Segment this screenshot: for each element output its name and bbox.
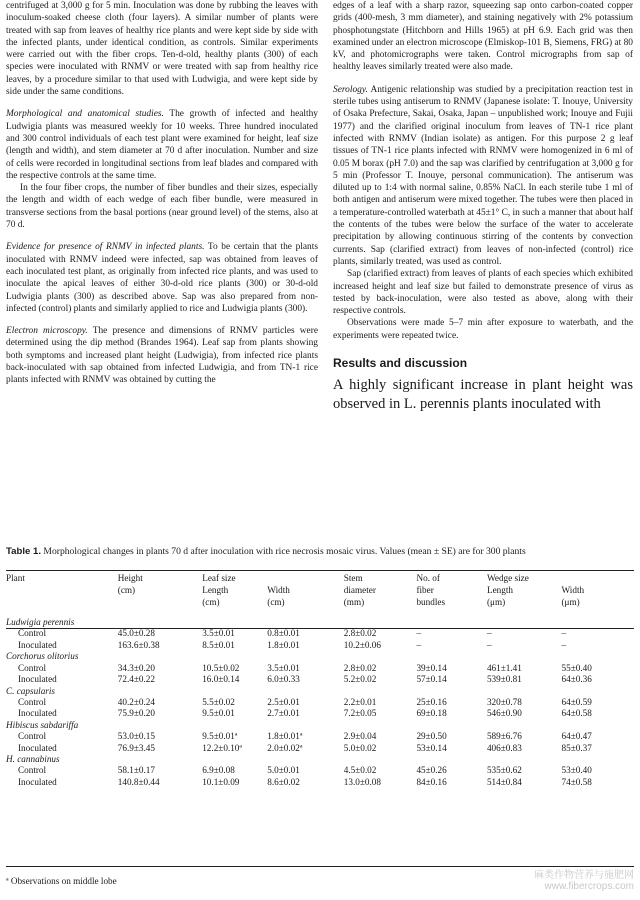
table-row — [6, 663, 634, 675]
paragraph-sap: Sap (clarified extract) from leaves of plants of each species which exhibited increased height and leaf size but failed to demonstrate presence of virus as tested by back-inoculation, were also tested as above, along with their respective controls. — [333, 269, 633, 317]
cell-height: 40.2±0.24 — [117, 696, 155, 707]
cell-leaf-length: 3.5±0.01 — [202, 628, 235, 639]
table-row — [6, 765, 634, 777]
watermark-line-2: www.fibercrops.com — [544, 881, 634, 892]
paragraph-serology — [333, 84, 633, 268]
col-header-height-unit: (cm) — [117, 585, 136, 595]
col-header-wedge-width-unit: (μm) — [561, 597, 580, 607]
section-heading-serology: Serology. — [333, 84, 368, 95]
cell-stem: 4.5±0.02 — [343, 765, 377, 776]
cell-fiber: 53±0.14 — [416, 742, 447, 753]
cell-wedge-width: 53±0.40 — [561, 765, 592, 776]
paragraph-observations: Observations were made 5–7 min after exposure to waterbath, and the experiments were repeated twice. — [333, 318, 633, 341]
table-footnote: ª Observations on middle lobe — [6, 876, 117, 886]
col-header-stem: Stem — [343, 573, 363, 583]
cell-leaf-length: 9.5±0.01ª — [202, 731, 238, 742]
table-bottom-rule — [6, 866, 634, 867]
cell-fiber: – — [416, 639, 422, 650]
cell-wedge-length: – — [486, 628, 492, 639]
site-watermark — [534, 870, 634, 892]
cell-stem: 5.0±0.02 — [343, 742, 377, 753]
cell-wedge-length: 461±1.41 — [486, 662, 522, 673]
row-label: Control — [18, 628, 47, 639]
table-group-row — [6, 651, 634, 662]
cell-stem: 13.0±0.08 — [343, 776, 381, 787]
cell-leaf-length: 8.5±0.01 — [202, 639, 235, 650]
row-label: Inoculated — [18, 674, 57, 685]
row-label: Inoculated — [18, 742, 57, 753]
electron-microscopy-text: The presence and dimensions of RNMV particles were determined using the dip method (Brandes 1964). Leaf sap from plants showing both symptoms and increased plant height (Ludwigia), from infected rice plants back-inoculated with sap obtained from infected Ludwigia, and from TN-1 rice plants infected with RNMV was obtained by cutting the — [6, 326, 318, 386]
cell-height: 72.4±0.22 — [117, 674, 155, 685]
table-header-row-2 — [6, 585, 634, 597]
morphology-table — [6, 573, 634, 788]
paragraph-morphology — [6, 108, 318, 182]
row-label: Control — [18, 765, 47, 776]
col-header-leaf-width: Width — [267, 585, 290, 595]
cell-leaf-length: 10.1±0.09 — [202, 776, 240, 787]
cell-fiber: 39±0.14 — [416, 662, 447, 673]
cell-wedge-width: 64±0.59 — [561, 696, 592, 707]
table-caption — [6, 546, 636, 558]
cell-fiber: 25±0.16 — [416, 696, 447, 707]
table-group-row — [6, 754, 634, 765]
cell-wedge-length: 539±0.81 — [486, 674, 522, 685]
cell-wedge-width: 85±0.37 — [561, 742, 592, 753]
table-group-row — [6, 617, 634, 628]
cell-wedge-length: 546±0.90 — [486, 708, 522, 719]
cell-wedge-width: 74±0.58 — [561, 776, 592, 787]
watermark-line-1: 麻类作物营养与施肥网 — [534, 870, 634, 881]
col-header-fiber-3: bundles — [416, 597, 446, 607]
table-group-row — [6, 720, 634, 731]
cell-wedge-width: – — [561, 639, 567, 650]
col-header-height: Height — [117, 573, 143, 583]
cell-height: 34.3±0.20 — [117, 662, 155, 673]
cell-stem: 10.2±0.06 — [343, 639, 381, 650]
col-header-wedge-length: Length — [486, 585, 513, 595]
species-name: C. capsularis — [6, 685, 56, 696]
cell-height: 75.9±0.20 — [117, 708, 155, 719]
cell-leaf-width: 0.8±0.01 — [267, 628, 300, 639]
row-label: Control — [18, 696, 47, 707]
col-header-wedge-width: Width — [561, 585, 585, 595]
table-label: Table 1. — [6, 546, 42, 557]
col-header-stem-diameter: diameter — [343, 585, 376, 595]
cell-height: 163.6±0.38 — [117, 639, 160, 650]
paragraph-fiber-crops: In the four fiber crops, the number of fiber bundles and their sizes, especially the length and width of each wedge of each fiber bundle, were measured in transverse sections from the basal portions (near ground level) of the stems, also at 70 d. — [6, 183, 318, 231]
table-header-row-3 — [6, 597, 634, 609]
table-row — [6, 743, 634, 755]
col-header-leaf-length-unit: (cm) — [202, 597, 220, 607]
cell-stem: 7.2±0.05 — [343, 708, 377, 719]
cell-height: 58.1±0.17 — [117, 765, 155, 776]
row-label: Inoculated — [18, 639, 57, 650]
cell-wedge-width: 64±0.36 — [561, 674, 592, 685]
cell-fiber: 84±0.16 — [416, 776, 447, 787]
col-header-fiber: No. of — [416, 573, 440, 583]
serology-text: Antigenic relationship was studied by a precipitation reaction test in sterile tubes using antiserum to RNMV (Japanese isolate: T. Inouye, University of Osaka Prefecture, Sakai, Osaka, Japan – unpublished work; Inouye and Fujii 1977) and the clarified original inoculum from leaves of TN-1 rice plant infected with RNMV (Indian isolate) as antigen. For this purpose 2 g leaf tissues of TN-1 rice plants infected with RNMV were homogenized in 6 ml of 0.05 M borax (pH 7.0) and the sap was clarified by centrifugation at 3,000 g for 5 min (Professor T. Inouye, personal communication). The antiserum was diluted up to 1:4 with normal saline, 0.85% NaCl. In each sterile tube 1 ml of both antigen and antiserum were mixed together. The tubes were then placed in a temperature-controlled waterbath at 45±1° C, in such a manner that about half the contents of the tubes were below the surface of the water to accelerate precipitation by allowing continuous stirring of the contents by convection currents. Sap (clarified extract) from leaves of non-infected (control) rice plants, similarly treated, was used as control. — [333, 84, 633, 267]
col-header-wedge: Wedge size — [486, 573, 529, 583]
col-header-fiber-2: fiber — [416, 585, 434, 595]
cell-leaf-length: 9.5±0.01 — [202, 708, 235, 719]
col-header-leaf-size: Leaf size — [202, 573, 236, 583]
col-header-plant: Plant — [6, 573, 25, 583]
cell-height: 53.0±0.15 — [117, 731, 155, 742]
col-header-leaf-width-unit: (cm) — [267, 597, 285, 607]
table-caption-text: Morphological changes in plants 70 d after inoculation with rice necrosis mosaic virus. Values (mean ± SE) are for 300 plants — [43, 546, 526, 557]
section-heading-evidence: Evidence for presence of RNMV in infected plants. — [6, 242, 205, 253]
species-name: Hibiscus sabdariffa — [6, 719, 79, 730]
cell-wedge-length: 514±0.84 — [486, 776, 522, 787]
species-name: Corchorus olitorius — [6, 651, 79, 662]
row-label: Control — [18, 662, 47, 673]
cell-fiber: 45±0.26 — [416, 765, 447, 776]
cell-leaf-width: 8.6±0.02 — [267, 776, 300, 787]
cell-wedge-width: 64±0.58 — [561, 708, 592, 719]
cell-leaf-width: 5.0±0.01 — [267, 765, 300, 776]
cell-height: 140.8±0.44 — [117, 776, 160, 787]
species-name: Ludwigia perennis — [6, 617, 75, 627]
col-header-leaf-length: Length — [202, 585, 229, 595]
cell-wedge-width: 64±0.47 — [561, 731, 592, 742]
row-label: Control — [18, 731, 47, 742]
table-header-row — [6, 573, 634, 585]
table-top-rule — [6, 570, 634, 571]
section-heading-electron-microscopy: Electron microscopy. — [6, 326, 88, 337]
right-column — [333, 0, 633, 413]
cell-stem: 2.2±0.01 — [343, 696, 377, 707]
results-text: A highly significant increase in plant height was observed in L. perennis plants inoculated with — [333, 377, 633, 412]
cell-wedge-length: 320±0.78 — [486, 696, 522, 707]
table-row — [6, 640, 634, 652]
cell-leaf-length: 16.0±0.14 — [202, 674, 240, 685]
cell-leaf-width: 2.7±0.01 — [267, 708, 300, 719]
cell-leaf-length: 5.5±0.02 — [202, 696, 235, 707]
cell-wedge-length: – — [486, 639, 492, 650]
cell-leaf-width: 1.8±0.01ª — [267, 731, 303, 742]
cell-wedge-length: 535±0.62 — [486, 765, 522, 776]
cell-leaf-width: 2.0±0.02ª — [267, 742, 303, 753]
cell-leaf-length: 6.9±0.08 — [202, 765, 235, 776]
cell-leaf-width: 2.5±0.01 — [267, 696, 300, 707]
cell-height: 76.9±3.45 — [117, 742, 155, 753]
table-row — [6, 674, 634, 686]
cell-wedge-width: 55±0.40 — [561, 662, 592, 673]
cell-height: 45.0±0.28 — [117, 628, 155, 639]
table-row — [6, 697, 634, 709]
table-group-row — [6, 686, 634, 697]
table-row — [6, 708, 634, 720]
paragraph-electron-microscopy — [6, 325, 318, 386]
table-row — [6, 628, 634, 640]
cell-wedge-length: 406±0.83 — [486, 742, 522, 753]
morphology-text: The growth of infected and healthy Ludwigia plants was measured weekly for 10 weeks. Three hundred inoculated and 300 control individuals of each test plant were examined for height, leaf size (length and width), and stem diameter at 70 d after inoculation. Number and size of cells were recorded in longitudinal sections from leaf blades and compared with the respective controls at the same time. — [6, 109, 318, 181]
section-heading-morphology: Morphological and anatomical studies. — [6, 109, 164, 120]
col-header-wedge-length-unit: (μm) — [486, 597, 506, 607]
cell-stem: 2.8±0.02 — [343, 628, 377, 639]
row-label: Inoculated — [18, 708, 57, 719]
row-label: Inoculated — [18, 776, 57, 787]
paragraph-grids: edges of a leaf with a sharp razor, squeezing sap onto carbon-coated copper grids (400-mesh, 3 mm diameter), and staining negatively with 2% potassium phosphotungstate (Hitchborn and Hills 1965) at pH 6.9. Each grid was then examined under an electron microscope (Elmiskop-101 B, Siemens, FRG) at 80 kV, and photomicrographs were taken. Control micrographs from sap of healthy leaves similarly treated were also made. — [333, 1, 633, 73]
cell-fiber: – — [416, 628, 422, 639]
cell-leaf-length: 10.5±0.02 — [202, 662, 240, 673]
cell-leaf-width: 1.8±0.01 — [267, 639, 300, 650]
table-row — [6, 777, 634, 789]
cell-fiber: 57±0.14 — [416, 674, 447, 685]
cell-fiber: 69±0.18 — [416, 708, 447, 719]
results-heading: Results and discussion — [333, 356, 468, 371]
cell-wedge-length: 589±6.76 — [486, 731, 522, 742]
left-column — [6, 0, 318, 387]
cell-stem: 5.2±0.02 — [343, 674, 377, 685]
col-header-stem-unit: (mm) — [343, 597, 365, 607]
paragraph-evidence — [6, 241, 318, 315]
species-name: H. cannabinus — [6, 754, 60, 765]
table-row — [6, 731, 634, 743]
evidence-text: To be certain that the plants inoculated with RNMV indeed were infected, sap was obtained from leaves of each inoculated test plant, as originally from infected rice plants, and was used to inoculate the apical leaves of either 30-d-old rice plants (300) or 30-d-old Ludwigia plants (300) as described above. Sap was also prepared from non-infected (control) plants and similarly applied to rice and Ludwigia plants (300). — [6, 242, 318, 314]
cell-fiber: 29±0.50 — [416, 731, 447, 742]
cell-leaf-length: 12.2±0.10ª — [202, 742, 242, 753]
paragraph-inoculation: centrifuged at 3,000 g for 5 min. Inoculation was done by rubbing the leaves with inoculum-soaked cheese cloth (four layers). A similar number of plants were treated with sap from leaves of healthy rice plants and were kept side by side with the infected plants, under identical condition, as controls. Similar experiments were carried out with the fiber crops. Ten-d-old, healthy plants (300) of each species were inoculated with RNMV or were treated with sap from healthy rice leaves, by a procedure similar to that used with Ludwigia, and were kept side by side under the same conditions. — [6, 1, 318, 98]
cell-leaf-width: 3.5±0.01 — [267, 662, 300, 673]
cell-leaf-width: 6.0±0.33 — [267, 674, 300, 685]
cell-wedge-width: – — [561, 628, 567, 639]
cell-stem: 2.9±0.04 — [343, 731, 377, 742]
cell-stem: 2.8±0.02 — [343, 662, 377, 673]
